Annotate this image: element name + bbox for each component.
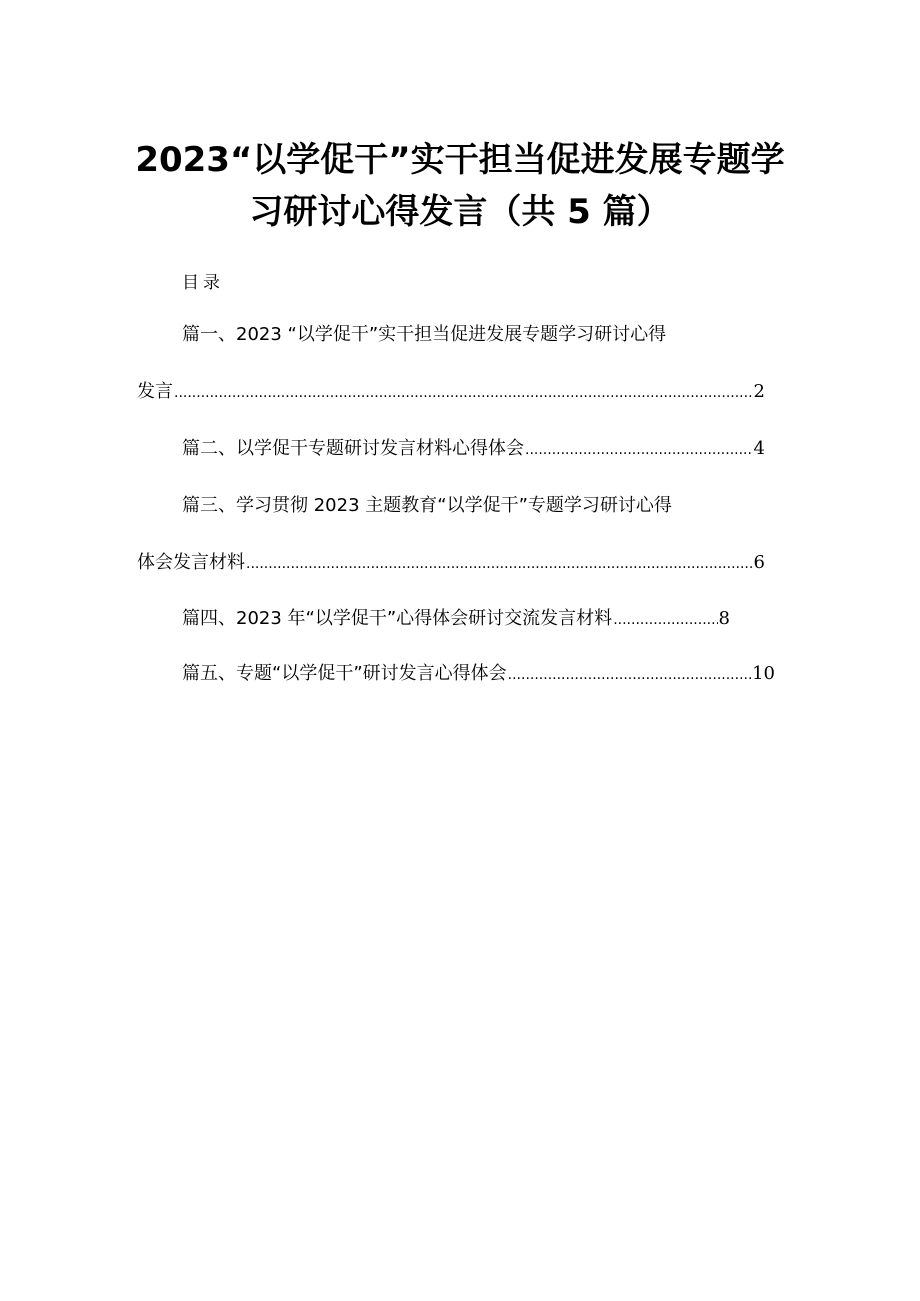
toc-entry-5-page: 10: [752, 663, 775, 684]
toc-entry-2-page: 4: [753, 438, 765, 459]
document-title: [120, 134, 800, 238]
toc-entry-1-line-2[interactable]: [137, 380, 765, 405]
toc-entry-3-text: 篇三、学习贯彻 2023 主题教育“以学促干”专题学习研讨心得: [182, 495, 672, 516]
toc-leader-dots: [613, 608, 717, 632]
toc-leader-dots: [174, 381, 753, 405]
toc-entry-1-page: 2: [753, 381, 765, 402]
toc-entry-2[interactable]: [182, 437, 765, 462]
toc-entry-1-line-1[interactable]: [182, 323, 666, 347]
toc-entry-3-text-cont: 体会发言材料: [137, 552, 245, 573]
toc-entry-3-page: 6: [753, 552, 765, 573]
toc-entry-4-page: 8: [718, 608, 730, 629]
toc-heading: 目录: [182, 273, 224, 293]
toc-entry-3-line-2[interactable]: [137, 551, 765, 576]
toc-leader-dots: [246, 552, 753, 576]
title-line-2: 习研讨心得发言（共 5 篇）: [249, 192, 671, 232]
toc-entry-4-text: 篇四、2023 年“以学促干”心得体会研讨交流发言材料: [182, 608, 613, 629]
toc-leader-dots: [508, 663, 751, 687]
toc-entry-1-text-cont: 发言: [137, 381, 173, 402]
toc-entry-4[interactable]: [182, 607, 730, 632]
toc-entry-5-text: 篇五、专题“以学促干”研讨发言心得体会: [182, 663, 507, 684]
toc-entry-5[interactable]: [182, 662, 775, 687]
toc-leader-dots: [525, 438, 753, 462]
toc-entry-1-text: 篇一、2023 “以学促干”实干担当促进发展专题学习研讨心得: [182, 324, 667, 345]
toc-entry-2-text: 篇二、以学促干专题研讨发言材料心得体会: [182, 438, 524, 459]
toc-entry-3-line-1[interactable]: [182, 494, 672, 518]
title-line-1: 2023“以学促干”实干担当促进发展专题学: [135, 140, 785, 180]
